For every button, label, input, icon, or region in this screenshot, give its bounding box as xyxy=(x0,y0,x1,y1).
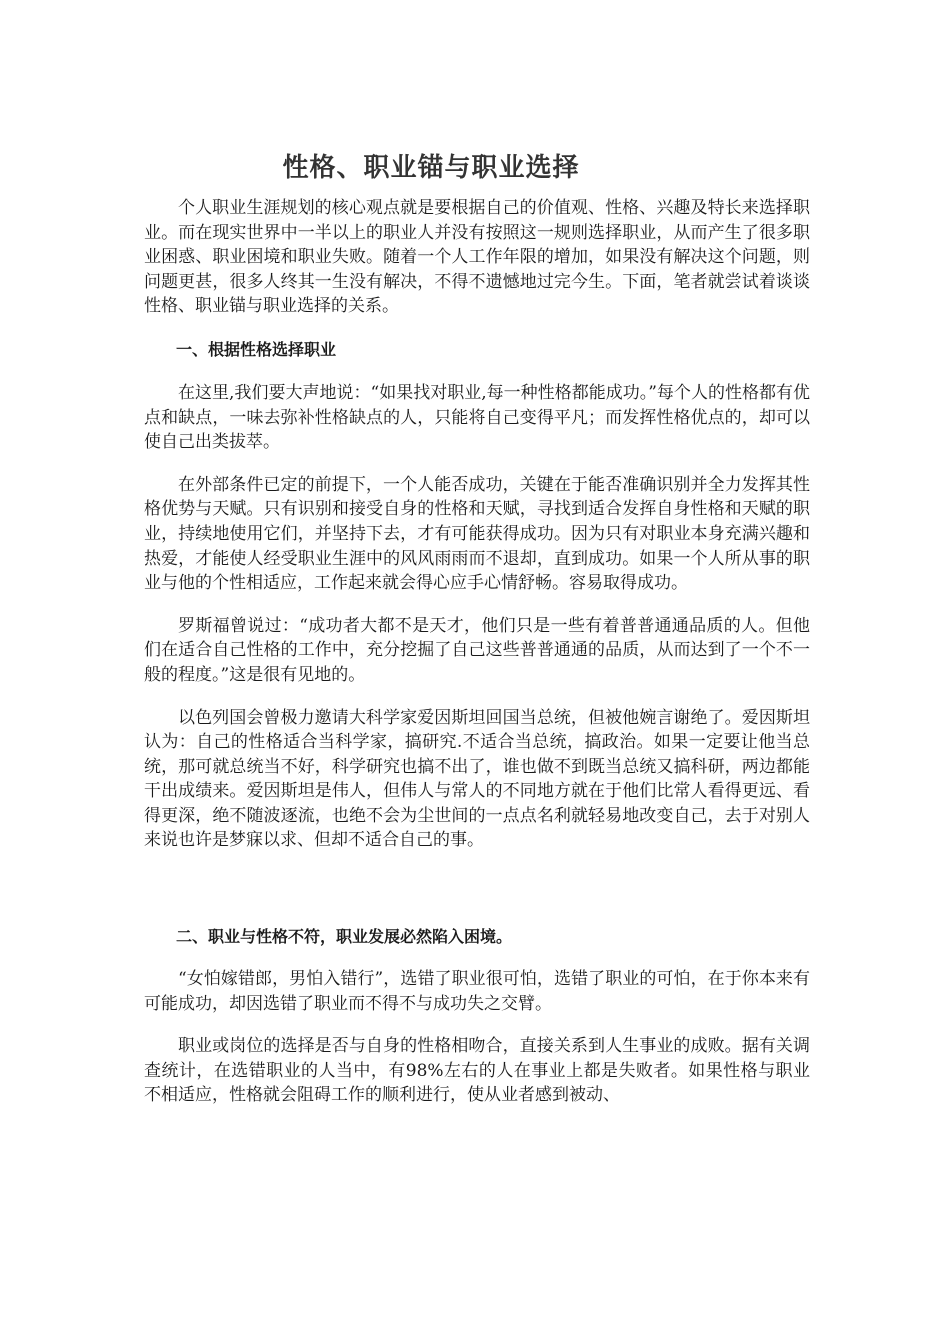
section-2-paragraph-2: 职业或岗位的选择是否与自身的性格相吻合，直接关系到人生事业的成败。据有关调查统计，在选错职业的人当中，有98%左右的人在事业上都是失败者。如果性格与职业不相适应，性格就会阻碍工作的顺利进行，使从业者感到被动、 xyxy=(144,1036,810,1106)
section-1-paragraph-1: 在这里,我们要大声地说：“如果找对职业,每一种性格都能成功。”每个人的性格都有优点和缺点，一味去弥补性格缺点的人，只能将自己变得平凡；而发挥性格优点的，却可以使自己出类拔萃。 xyxy=(144,382,810,453)
intro-paragraph: 个人职业生涯规划的核心观点就是要根据自己的价值观、性格、兴趣及特长来选择职业。而在现实世界中一半以上的职业人并没有按照这一规则选择职业，从而产生了很多职业困惑、职业困境和职业失败。随着一个人工作年限的增加，如果没有解决这个问题，则问题更甚，很多人终其一生没有解决，不得不遗憾地过完今生。下面，笔者就尝试着谈谈性格、职业锚与职业选择的关系。 xyxy=(144,198,810,317)
section-1-heading: 一、根据性格选择职业 xyxy=(176,339,337,359)
section-1-paragraph-2: 在外部条件已定的前提下，一个人能否成功，关键在于能否准确识别并全力发挥其性格优势与天赋。只有识别和接受自身的性格和天赋，寻找到适合发挥自身性格和天赋的职业，持续地使用它们，并坚持下去，才有可能获得成功。因为只有对职业本身充满兴趣和热爱，才能使人经受职业生涯中的风风雨雨而不退却，直到成功。如果一个人所从事的职业与他的个性相适应，工作起来就会得心应手心情舒畅。容易取得成功。 xyxy=(144,474,810,594)
section-2-paragraph-1: “女怕嫁错郎，男怕入错行”，选错了职业很可怕，选错了职业的可怕，在于你本来有可能成功，却因选错了职业而不得不与成功失之交臂。 xyxy=(144,969,810,1014)
section-2-heading: 二、职业与性格不符，职业发展必然陷入困境。 xyxy=(176,927,513,947)
document-title: 性格、职业锚与职业选择 xyxy=(282,153,580,184)
section-1-paragraph-4: 以色列国会曾极力邀请大科学家爱因斯坦回国当总统，但被他婉言谢绝了。爱因斯坦认为：自己的性格适合当科学家，搞研究.不适合当总统，搞政治。如果一定要让他当总统，那可就总统当不好，科学研究也搞不出了，谁也做不到既当总统又搞科研，两边都能干出成绩来。爱因斯坦是伟人，但伟人与常人的不同地方就在于他们比常人看得更远、看得更深，绝不随波逐流，也绝不会为尘世间的一点点名利就轻易地改变自己，去于对别人来说也许是梦寐以求、但却不适合自己的事。 xyxy=(144,707,810,851)
document-body xyxy=(144,196,810,1108)
section-1-paragraph-3: 罗斯福曾说过：“成功者大都不是天才，他们只是一些有着普普通通品质的人。但他们在适合自己性格的工作中，充分挖掘了自己这些普普通通的品质，从而达到了一个不一般的程度。”这是很有见地的。 xyxy=(144,615,810,685)
